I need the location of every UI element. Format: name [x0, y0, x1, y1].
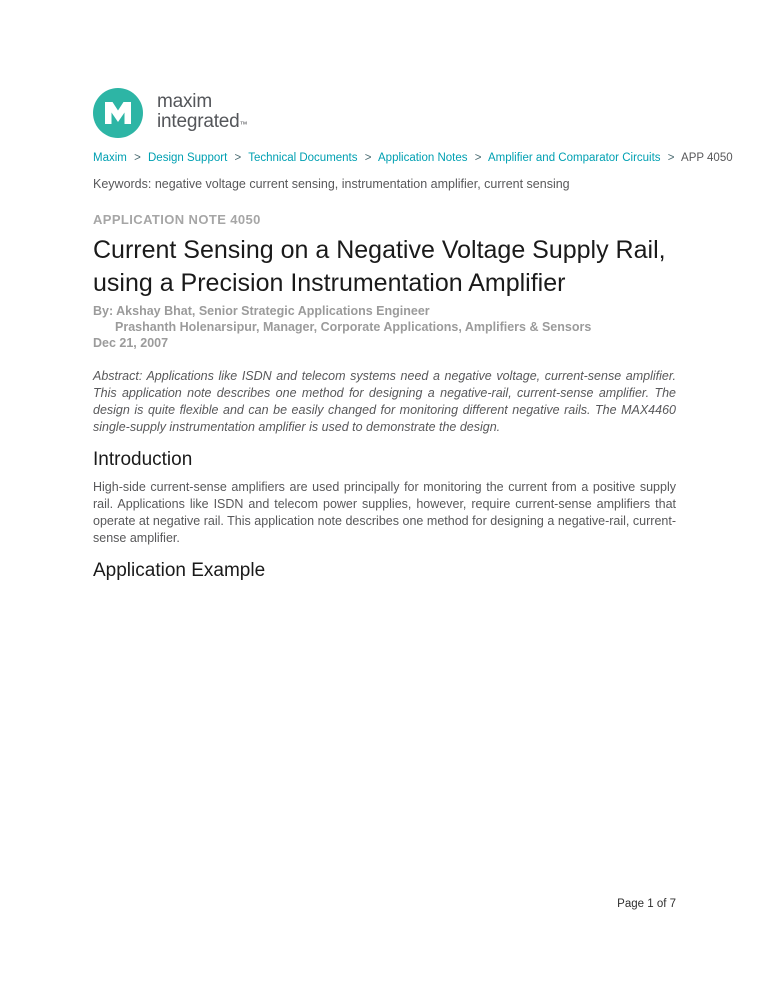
breadcrumb-current-app-4050: APP 4050 — [681, 152, 733, 164]
maxim-logo-icon — [93, 88, 143, 138]
trademark-symbol: ™ — [239, 119, 248, 129]
breadcrumb-link-technical-documents[interactable]: Technical Documents — [248, 152, 358, 164]
publication-date: Dec 21, 2007 — [93, 336, 169, 350]
byline-author-1: By: Akshay Bhat, Senior Strategic Applications Engineer — [93, 304, 430, 318]
abstract-paragraph: Abstract: Applications like ISDN and telecom systems need a negative voltage, current-sense amplifier. This application note describes one method for designing a negative-rail, current-sense amplifier. The design is quite flexible and can be easily changed for monitoring different negative rails. The MAX4460 single-supply instrumentation amplifier is used to demonstrate the design. — [93, 369, 676, 434]
breadcrumb-link-amplifier-comparator-circuits[interactable]: Amplifier and Comparator Circuits — [487, 152, 661, 164]
byline — [93, 303, 676, 351]
introduction-paragraph: High-side current-sense amplifiers are used principally for monitoring the current from a positive supply rail. Applications like ISDN and telecom power supplies, however, require current-sense amplifiers that operate at negative rail. This application note describes one method for designing a negative-rail, current-sense amplifier. — [93, 480, 676, 545]
breadcrumb-link-maxim[interactable]: Maxim — [93, 152, 127, 164]
breadcrumb-link-design-support[interactable]: Design Support — [148, 152, 228, 164]
breadcrumb-separator: > — [364, 152, 372, 164]
maxim-logo — [93, 88, 676, 138]
breadcrumb-separator: > — [134, 152, 141, 164]
logo-word-integrated: integrated™ — [157, 110, 248, 132]
breadcrumb-link-application-notes[interactable]: Application Notes — [378, 152, 468, 164]
maxim-logo-wordmark — [157, 92, 247, 134]
breadcrumb-separator: > — [667, 152, 675, 164]
page-number-indicator: Page 1 of 7 — [617, 898, 676, 910]
breadcrumb-separator: > — [234, 152, 242, 164]
breadcrumb-separator: > — [474, 152, 482, 164]
section-heading-application-example: Application Example — [93, 560, 266, 581]
application-note-kicker: APPLICATION NOTE 4050 — [93, 212, 261, 227]
keywords-line: Keywords: negative voltage current sensing, instrumentation amplifier, current sensing — [93, 177, 570, 191]
page-title: Current Sensing on a Negative Voltage Supply Rail, using a Precision Instrumentation Amplifier — [93, 236, 666, 297]
breadcrumb — [93, 152, 733, 164]
section-heading-introduction: Introduction — [93, 449, 193, 470]
byline-author-2: Prashanth Holenarsipur, Manager, Corporate Applications, Amplifiers & Sensors — [115, 320, 592, 334]
logo-word-maxim: maxim — [157, 91, 212, 112]
